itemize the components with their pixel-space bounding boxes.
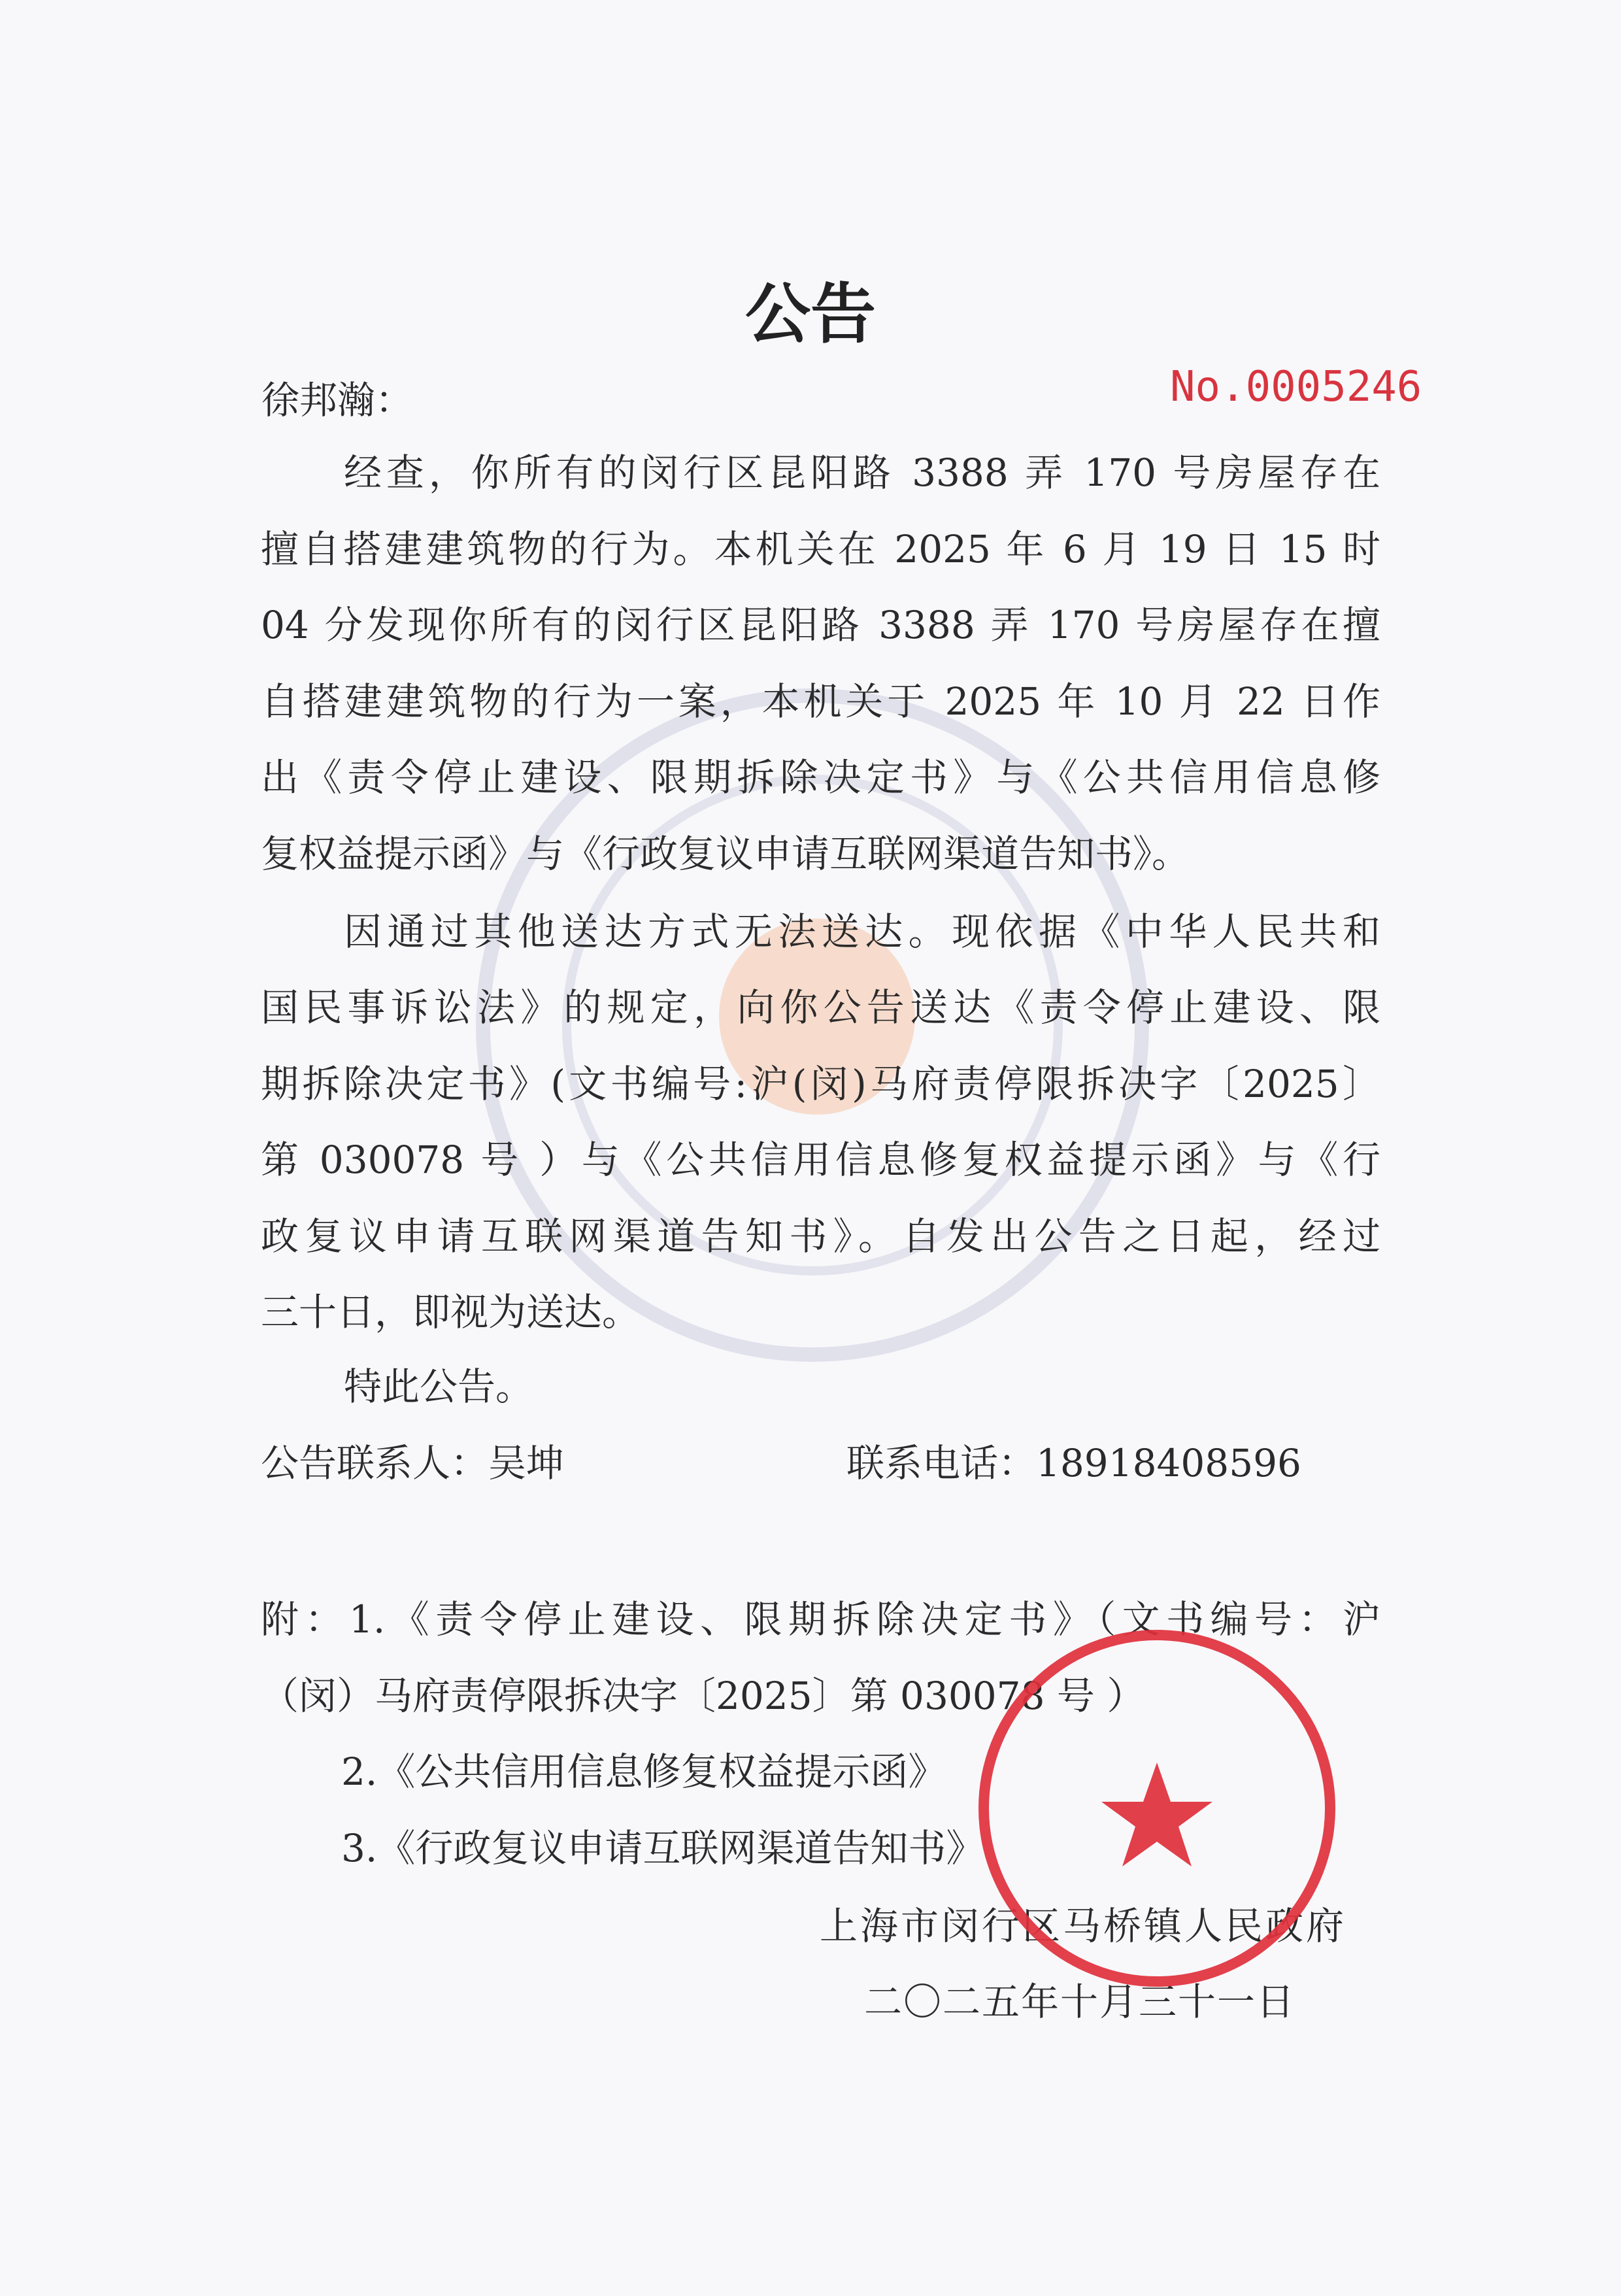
paragraph2-line: 第 030078 号 ）与《公共信用信息修复权益提示函》与《行 — [261, 1138, 1380, 1182]
attachment-item: 2.《公共信用信息修复权益提示函》 — [341, 1749, 946, 1794]
paragraph2-line: 因通过其他送达方式无法送达。现依据《中华人民共和 — [344, 909, 1380, 954]
paragraph1-line: 经查，你所有的闵行区昆阳路 3388 弄 170 号房屋存在 — [344, 450, 1380, 495]
paragraph2-line: 政复议申请互联网渠道告知书》。自发出公告之日起，经过 — [261, 1214, 1380, 1258]
paragraph1-line: 复权益提示函》与《行政复议申请互联网渠道告知书》。 — [261, 832, 1190, 876]
closing-text: 特此公告。 — [344, 1364, 534, 1409]
page-title: 公告 — [745, 276, 876, 352]
addressee: 徐邦瀚： — [261, 378, 414, 422]
official-seal — [978, 1630, 1335, 1987]
paragraph1-line: 擅自搭建建筑物的行为。本机关在 2025 年 6 月 19 日 15 时 — [261, 527, 1380, 571]
paragraph1-line: 出《责令停止建设、限期拆除决定书》与《公共信用信息修 — [261, 755, 1380, 800]
attachment-item: 3.《行政复议申请互联网渠道告知书》 — [341, 1826, 984, 1870]
paragraph2-line: 期拆除决定书》(文书编号:沪(闵)马府责停限拆决字〔2025〕 — [261, 1062, 1380, 1106]
contact-phone: 联系电话：18918408596 — [846, 1441, 1301, 1485]
contact-person: 公告联系人：吴坤 — [261, 1441, 565, 1485]
issuer-name: 上海市闵行区马桥镇人民政府 — [820, 1904, 1347, 1948]
issue-date: 二〇二五年十月三十一日 — [864, 1980, 1296, 2024]
paragraph2-line: 三十日，即视为送达。 — [261, 1290, 641, 1334]
paragraph2-line: 国民事诉讼法》的规定，向你公告送达《责令停止建设、限 — [261, 985, 1380, 1030]
attachment-line: 附：1.《责令停止建设、限期拆除决定书》（文书编号：沪 — [261, 1597, 1380, 1642]
paragraph1-line: 04 分发现你所有的闵行区昆阳路 3388 弄 170 号房屋存在擅 — [261, 603, 1380, 647]
attachment-line: （闵）马府责停限拆决字〔2025〕第 030078 号 ） — [261, 1674, 1145, 1718]
seal-star-icon — [989, 1640, 1325, 1976]
serial-number: No.0005246 — [1170, 363, 1422, 411]
paragraph1-line: 自搭建建筑物的行为一案，本机关于 2025 年 10 月 22 日作 — [261, 679, 1380, 724]
